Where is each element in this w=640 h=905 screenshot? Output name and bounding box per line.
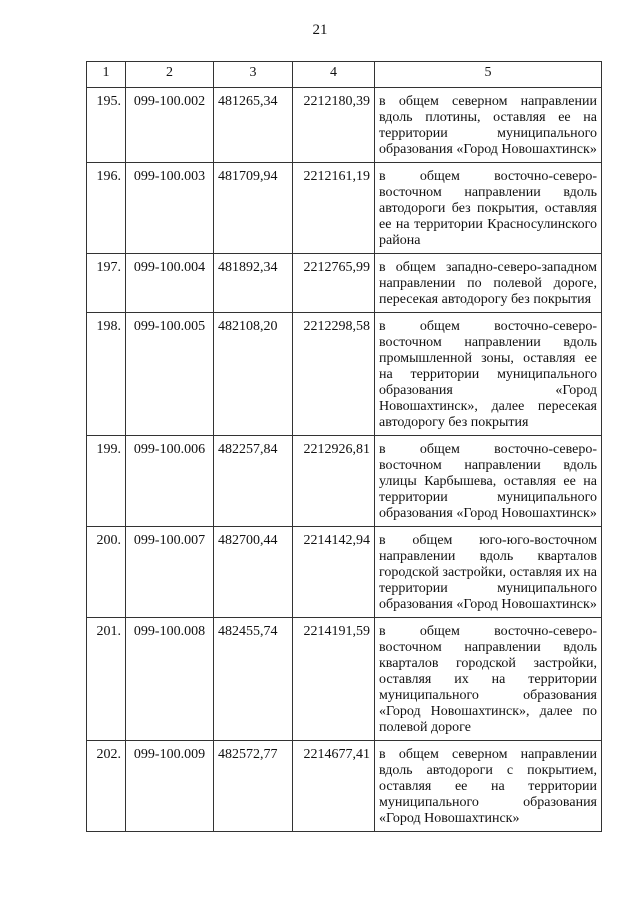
coord-y: 2212298,58 [293,313,375,436]
point-code: 099-100.005 [126,313,214,436]
boundary-description: в общем западно-северо-западном направлении по полевой дороге, пересекая автодорогу без покрытия [375,254,602,313]
boundary-description: в общем юго-юго-восточном направлении вдоль кварталов городской застройки, оставляя их на территории муниципального образования «Город Новошахтинск» [375,527,602,618]
row-number: 197. [87,254,126,313]
row-number: 202. [87,741,126,832]
coord-y: 2212180,39 [293,88,375,163]
coord-x: 482257,84 [214,436,293,527]
header-col-5: 5 [375,62,602,88]
row-number: 199. [87,436,126,527]
table-header-row [87,62,602,88]
point-code: 099-100.003 [126,163,214,254]
table-row [87,618,602,741]
table-row [87,436,602,527]
table-row [87,88,602,163]
table-row [87,741,602,832]
row-number: 195. [87,88,126,163]
boundary-description: в общем восточно-северо-восточном направлении вдоль промышленной зоны, оставляя ее на территории муниципального образования «Город Новошахтинск», далее пересекая автодорогу без покрытия [375,313,602,436]
point-code: 099-100.007 [126,527,214,618]
point-code: 099-100.002 [126,88,214,163]
point-code: 099-100.009 [126,741,214,832]
coord-x: 481709,94 [214,163,293,254]
row-number: 200. [87,527,126,618]
coord-y: 2212765,99 [293,254,375,313]
coord-y: 2214677,41 [293,741,375,832]
table-row [87,313,602,436]
page-number: 21 [312,22,328,38]
header-col-3: 3 [214,62,293,88]
point-code: 099-100.004 [126,254,214,313]
coord-y: 2212161,19 [293,163,375,254]
table-row [87,527,602,618]
row-number: 201. [87,618,126,741]
coord-x: 482455,74 [214,618,293,741]
table-row [87,163,602,254]
boundary-description: в общем северном направлении вдоль плотины, оставляя ее на территории муниципального образования «Город Новошахтинск» [375,88,602,163]
coordinates-table [86,61,602,832]
boundary-description: в общем восточно-северо-восточном направлении вдоль улицы Карбышева, оставляя ее на территории муниципального образования «Город Новошахтинск» [375,436,602,527]
row-number: 198. [87,313,126,436]
row-number: 196. [87,163,126,254]
boundary-description: в общем восточно-северо-восточном направлении вдоль автодороги без покрытия, оставляя ее на территории Красносулинского района [375,163,602,254]
coord-x: 482700,44 [214,527,293,618]
coord-y: 2214191,59 [293,618,375,741]
boundary-description: в общем северном направлении вдоль автодороги с покрытием, оставляя ее на территории муниципального образования «Город Новошахтинск» [375,741,602,832]
coord-x: 482108,20 [214,313,293,436]
coord-x: 481265,34 [214,88,293,163]
coord-x: 481892,34 [214,254,293,313]
table-row [87,254,602,313]
coord-y: 2214142,94 [293,527,375,618]
boundary-description: в общем восточно-северо-восточном направлении вдоль кварталов городской застройки, оставляя их на территории муниципального образования «Город Новошахтинск», далее по полевой дороге [375,618,602,741]
point-code: 099-100.006 [126,436,214,527]
header-col-4: 4 [293,62,375,88]
header-col-2: 2 [126,62,214,88]
coord-y: 2212926,81 [293,436,375,527]
header-col-1: 1 [87,62,126,88]
coord-x: 482572,77 [214,741,293,832]
point-code: 099-100.008 [126,618,214,741]
